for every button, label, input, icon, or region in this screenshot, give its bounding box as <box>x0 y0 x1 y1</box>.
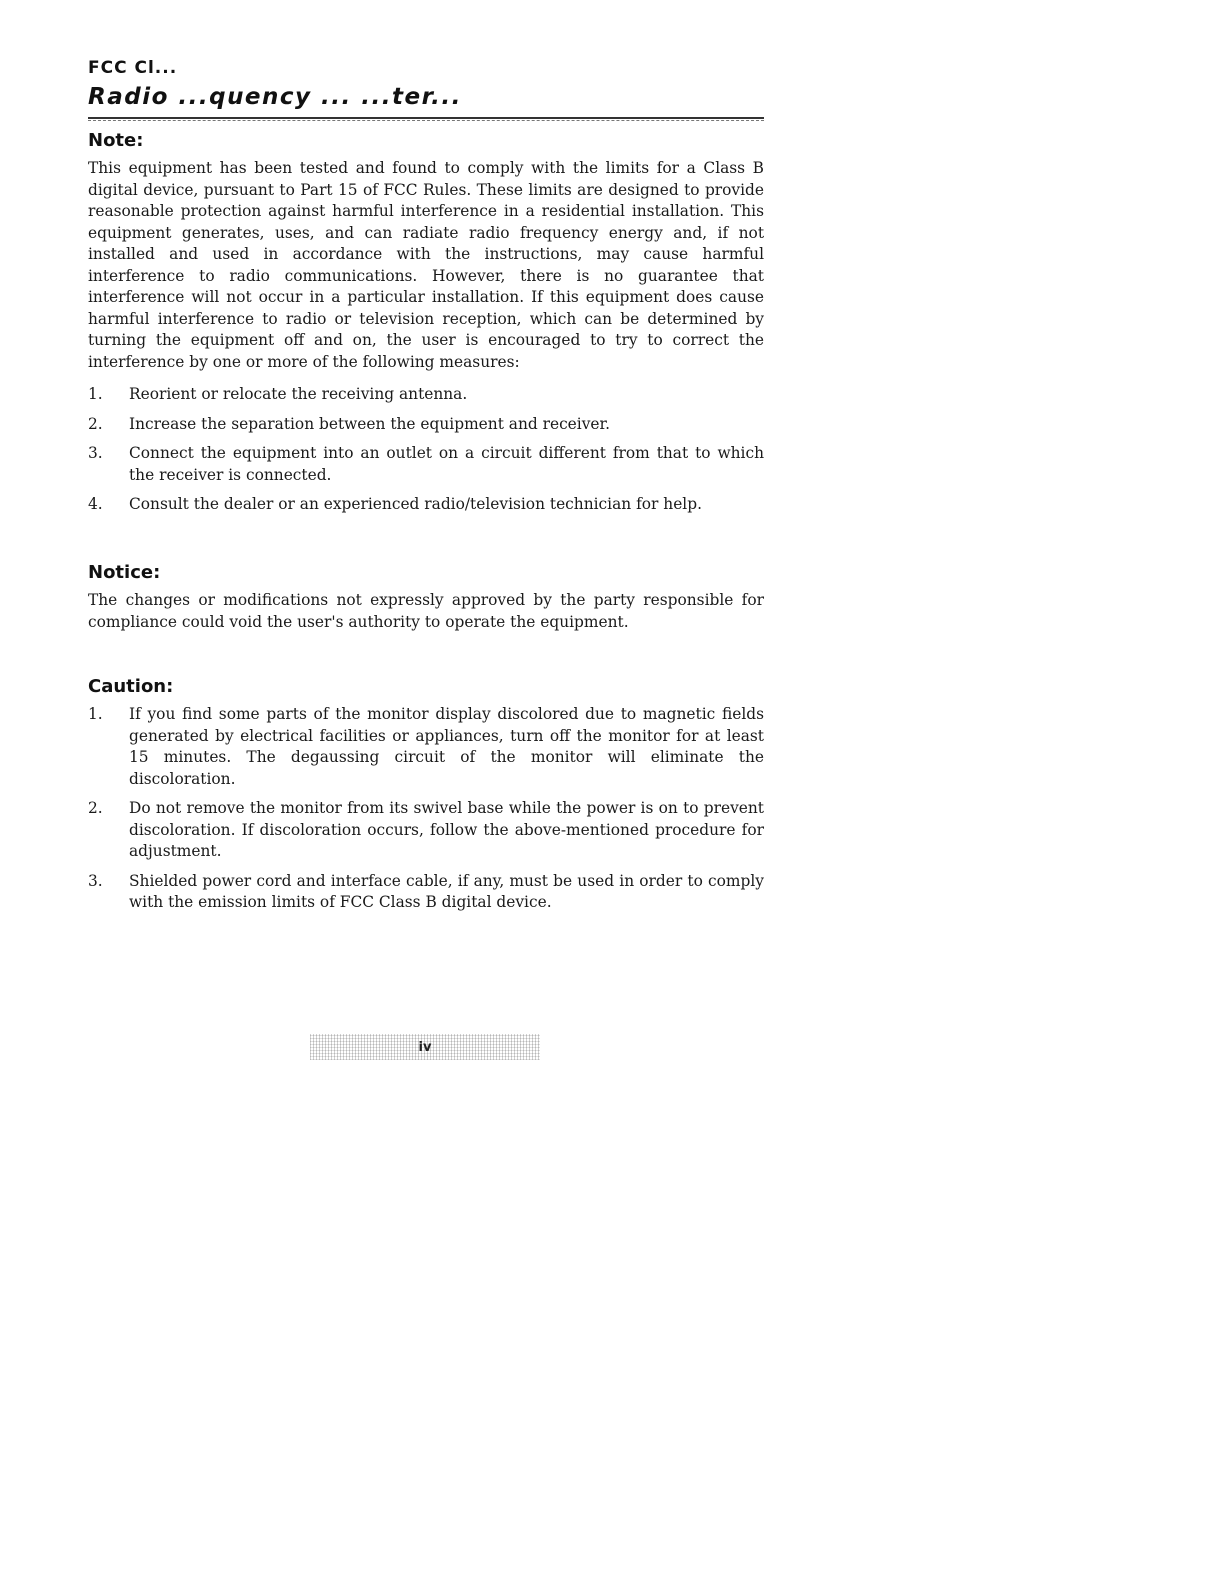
title-underline <box>88 117 764 119</box>
note-heading: Note: <box>88 130 144 151</box>
list-item <box>88 494 764 516</box>
list-item-number: 2. <box>88 799 103 817</box>
list-item <box>88 871 764 914</box>
list-item-text: Increase the separation between the equipment and receiver. <box>129 414 611 433</box>
list-item-text: Do not remove the monitor from its swivel base while the power is on to prevent discoloration. If discoloration occurs, follow the above-mentioned procedure for adjustment. <box>129 799 764 860</box>
list-item <box>88 798 764 863</box>
list-item-text: Shielded power cord and interface cable, if any, must be used in order to comply with the emission limits of FCC Class B digital device. <box>129 871 764 911</box>
list-item <box>88 384 764 406</box>
list-item-number: 1. <box>88 385 103 403</box>
list-item <box>88 443 764 486</box>
note-paragraph: This equipment has been tested and found to comply with the limits for a Class B digital device, pursuant to Part 15 of FCC Rules. These limits are designed to provide reasonable protection against harmful interference in a residential installation. This equipment generates, uses, and can radiate radio frequency energy and, if not installed and used in accordance with the instructions, may cause harmful interference to radio communications. However, there is no guarantee that interference will not occur in a particular installation. If this equipment does cause harmful interference to radio or television reception, which can be determined by turning the equipment off and on, the user is encouraged to try to correct the interference by one or more of the following measures: <box>88 159 764 371</box>
notice-paragraph: The changes or modifications not expressly approved by the party responsible for compliance could void the user's authority to operate the equipment. <box>88 591 764 631</box>
list-item-number: 2. <box>88 414 103 433</box>
list-item-text: Connect the equipment into an outlet on a circuit different from that to which the receiver is connected. <box>129 444 764 484</box>
list-item-text: Reorient or relocate the receiving antenna. <box>129 385 468 403</box>
title-underline-dashed <box>88 120 764 121</box>
list-item <box>88 414 764 436</box>
list-item <box>88 704 764 790</box>
caution-list <box>88 704 764 914</box>
note-measures-list <box>88 384 764 516</box>
list-item-number: 1. <box>88 705 103 723</box>
page-title: Radio ...quency ... ...ter... <box>88 84 462 110</box>
list-item-text: If you find some parts of the monitor display discolored due to magnetic fields generated by electrical facilities or appliances, turn off the monitor for at least 15 minutes. The degaussing circuit of the monitor will eliminate the discoloration. <box>129 705 764 788</box>
list-item-text: Consult the dealer or an experienced radio/television technician for help. <box>129 495 702 513</box>
list-item-number: 3. <box>88 444 103 462</box>
section-eyebrow: FCC Cl... <box>88 58 178 78</box>
notice-heading: Notice: <box>88 562 161 583</box>
caution-heading: Caution: <box>88 676 174 697</box>
list-item-number: 3. <box>88 871 103 890</box>
list-item-number: 4. <box>88 495 103 513</box>
page-number: iv <box>310 1034 540 1060</box>
